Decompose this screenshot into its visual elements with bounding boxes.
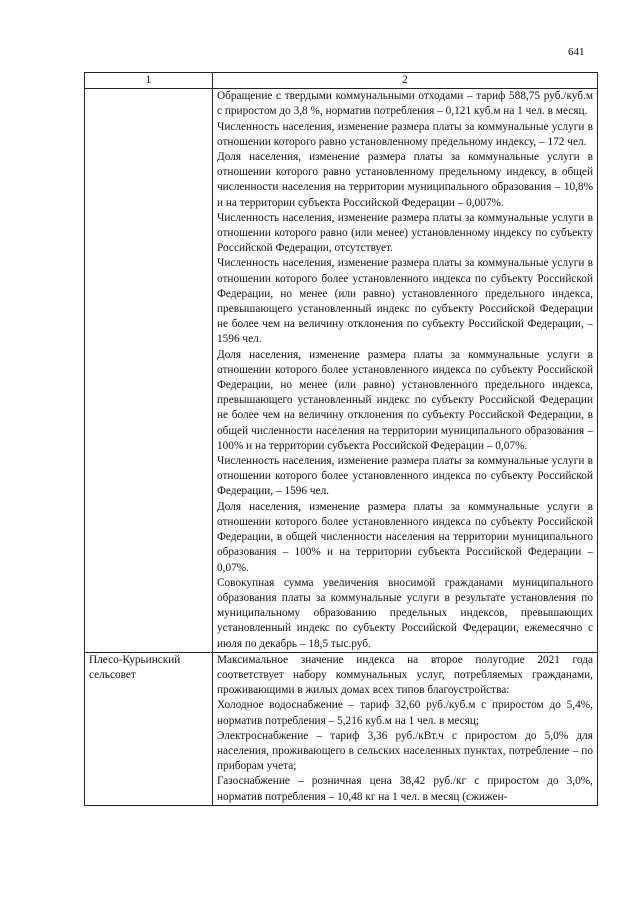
- page-number: 641: [568, 46, 585, 58]
- paragraph: Численность населения, изменение размера платы за коммунальные услуги в отношении которого более установленного индекса по субъекту Российской Федерации, – 1596 чел.: [217, 455, 593, 498]
- region-cell: [85, 89, 213, 653]
- paragraph: Численность населения, изменение размера платы за коммунальные услуги в отношении которого более установленного индекса по субъекту Российской Федерации, но менее (или равно) установленного предельного индекса, превышающего установленный индекс по субъекту Российской Федерации не более чем на величину отклонения по субъекту Российской Федерации, – 1596 чел.: [217, 257, 593, 346]
- paragraph: Доля населения, изменение размера платы за коммунальные услуги в отношении которого равно установленному предельному индексу, в общей численности населения на территории муниципального образования – 10,8% и на территории субъекта Российской Федерации – 0,007%.: [217, 151, 593, 209]
- paragraph: Численность населения, изменение размера платы за коммунальные услуги в отношении которого равно установленному предельному индексу, – 172 чел.: [217, 120, 593, 148]
- paragraph: Холодное водоснабжение – тариф 32,60 руб./куб.м с приростом до 5,4%, норматив потребления – 5,216 куб.м на 1 чел. в месяц;: [217, 699, 593, 727]
- paragraph: Максимальное значение индекса на второе полугодие 2021 года соответствует набору коммунальных услуг, потребляемых гражданами, проживающими в жилых домах всех типов благоустройства:: [217, 653, 593, 697]
- table-row: [85, 89, 598, 653]
- description-cell: [213, 89, 598, 653]
- paragraph: Газоснабжение – розничная цена 38,42 руб./кг с приростом до 3,0%, норматив потребления – 10,48 кг на 1 чел. в месяц (сжижен-: [217, 775, 593, 803]
- table-row: [85, 652, 598, 805]
- description-cell: [213, 652, 598, 805]
- column-header-2: 2: [213, 73, 598, 89]
- region-cell: Плесо-Курьинский сельсовет: [85, 652, 213, 805]
- paragraph: Совокупная сумма увеличения вносимой гражданами муниципального образования платы за коммунальные услуги в результате установления по муниципальному образованию предельных индексов, превышающих установленный индекс по субъекту Российской Федерации, ежемесячно с июля по декабрь – 18,5 тыс.руб.: [217, 576, 593, 650]
- document-table: [84, 72, 598, 806]
- paragraph: Доля населения, изменение размера платы за коммунальные услуги в отношении которого более установленного индекса по субъекту Российской Федерации, но менее (или равно) установленного предельного индекса, превышающего установленный индекс по субъекту Российской Федерации не более чем на величину отклонения по субъекту Российской Федерации, в общей численности населения на территории муниципального образования – 100% и на территории субъекта Российской Федерации – 0,07%.: [217, 348, 593, 452]
- paragraph: Численность населения, изменение размера платы за коммунальные услуги в отношении которого равно (или менее) установленному индексу по субъекту Российской Федерации, отсутствует.: [217, 211, 593, 255]
- paragraph: Доля населения, изменение размера платы за коммунальные услуги в отношении которого более установленного индекса по субъекту Российской Федерации, в общей численности населения на территории муниципального образования – 100% и на территории субъекта Российской Федерации – 0,07%.: [217, 500, 593, 574]
- paragraph: Обращение с твердыми коммунальными отходами – тариф 588,75 руб./куб.м с приростом до 3,8 %, норматив потребления – 0,121 куб.м на 1 чел. в месяц.: [217, 90, 593, 118]
- column-header-1: 1: [85, 73, 213, 89]
- paragraph: Электроснабжение – тариф 3,36 руб./кВт.ч с приростом до 5,0% для населения, проживающего в сельских населенных пунктах, потребление – по приборам учета;: [217, 729, 593, 773]
- table-header-row: [85, 73, 598, 89]
